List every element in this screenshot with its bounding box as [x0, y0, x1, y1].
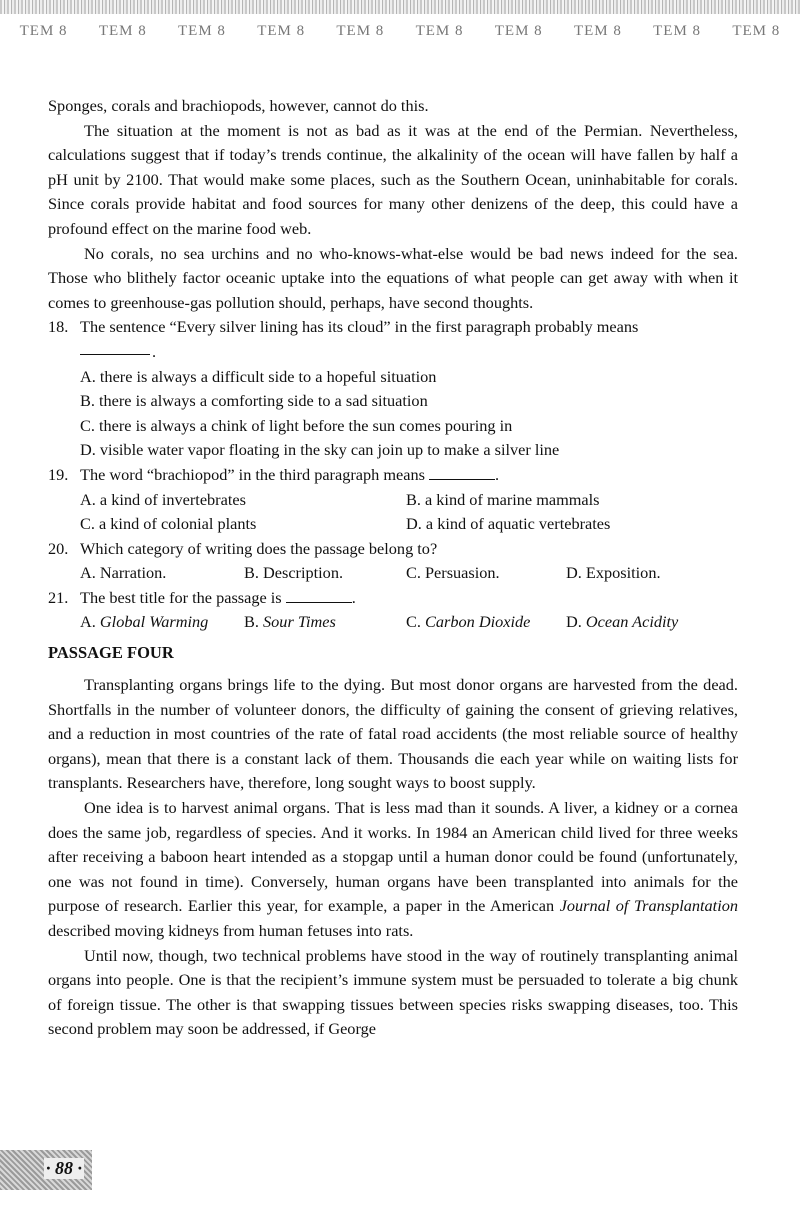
passage-three-paragraph: The situation at the moment is not as bad as it was at the end of the Permian. Nevertheless, calculations suggest that if today’s trends continue, the alkalinity of the ocean will have fallen by half a pH unit by 2100. That would make some places, such as the Southern Ocean, uninhabitable for corals. Since corals provide habitat and food sources for many other denizens of the deep, this could have a profound effect on the marine food web.: [48, 120, 738, 238]
answer-blank: [429, 464, 495, 480]
option-b: B. Description.: [244, 563, 344, 583]
page-number-block: [0, 1150, 92, 1190]
running-head: TEM 8: [494, 23, 543, 39]
option-c: C. a kind of colonial plants: [80, 514, 257, 534]
option-a: A. Narration.: [80, 563, 167, 583]
options-grid: [48, 561, 738, 586]
running-head: TEM 8: [19, 23, 68, 39]
page-content: [48, 94, 738, 1042]
question-number: 20.: [48, 538, 69, 558]
question-20: [48, 537, 738, 562]
question-stem: The best title for the passage is: [80, 587, 282, 607]
passage-three-paragraph: No corals, no sea urchins and no who-knows-what-else would be bad news indeed for the sea. Those who blithely factor oceanic uptake into the equations of what people can get away with when it comes to greenhouse-gas pollution should, perhaps, have second thoughts.: [48, 243, 738, 312]
passage-four-paragraph: Transplanting organs brings life to the dying. But most donor organs are harvested from the dead. Shortfalls in the number of volunteer donors, the difficulty of gaining the consent of grieving relatives, and a reduction in most countries of the rate of fatal road accidents (the most reliable source of healthy organs), mean that there is a constant lack of them. Thousands die each year while on waiting lists for transplants. Researchers have, therefore, long sought ways to boost supply.: [48, 675, 738, 793]
options-grid: [48, 610, 738, 635]
page-number: · 88 ·: [46, 1158, 82, 1178]
answer-blank: [80, 354, 150, 355]
option-d: D. visible water vapor floating in the sky can join up to make a silver line: [80, 440, 560, 460]
running-head: TEM 8: [415, 23, 464, 39]
passage-title: PASSAGE FOUR: [48, 643, 174, 663]
question-number: 21.: [48, 587, 69, 607]
option-d: D. Exposition.: [566, 563, 661, 583]
question-21: 21. The best title for the passage is .: [48, 586, 738, 611]
option-d: D. a kind of aquatic vertebrates: [406, 514, 611, 534]
answer-blank: [286, 587, 352, 603]
answer-blank-line: .: [48, 340, 738, 365]
passage-four-paragraph: One idea is to harvest animal organs. That is less mad than it sounds. A liver, a kidney or a cornea does the same job, regardless of species. And it works. In 1984 an American child lived for three weeks after receiving a baboon heart intended as a stopgap until a human donor could be found (unfortunately, one was not found in time). Conversely, human organs have been transplanted into animals for the purpose of research. Earlier this year, for example, a paper in the American Journal of Transplantation described moving kidneys from human fetuses into rats.: [48, 798, 739, 940]
passage-four-paragraph: Until now, though, two technical problems have stood in the way of routinely transplanting animal organs into people. One is that the recipient’s immune system must be persuaded to tolerate a big chunk of foreign tissue. The other is that swapping tissues between species risks swapping diseases, too. This second problem may soon be addressed, if George: [48, 945, 738, 1039]
scan-edge-bar: [0, 0, 800, 14]
passage-three-paragraph-end: Sponges, corals and brachiopods, however, cannot do this.: [48, 96, 429, 115]
option-c: C. Carbon Dioxide: [406, 612, 531, 632]
option-b: B. Sour Times: [244, 612, 336, 632]
running-head: TEM 8: [98, 23, 147, 39]
option-c: C. Persuasion.: [406, 563, 500, 583]
running-head: TEM 8: [336, 23, 385, 39]
running-head: TEM 8: [257, 23, 306, 39]
question-stem: The word “brachiopod” in the third paragraph means: [80, 464, 425, 484]
question-number: 19.: [48, 464, 69, 484]
running-head: TEM 8: [732, 23, 781, 39]
running-head: TEM 8: [178, 23, 226, 39]
option-c: C. there is always a chink of light before the sun comes pouring in: [80, 415, 513, 435]
running-head: TEM 8: [653, 23, 702, 39]
option-b: B. a kind of marine mammals: [406, 489, 600, 509]
option-a: A. a kind of invertebrates: [80, 489, 246, 509]
running-header: [0, 18, 800, 44]
question-stem: Which category of writing does the passage belong to?: [80, 538, 438, 558]
option-a: A. Global Warming: [80, 612, 209, 632]
option-b: B. there is always a comforting side to a sad situation: [80, 391, 428, 411]
question-18: [48, 315, 738, 340]
running-head: TEM 8: [573, 23, 622, 39]
question-stem: The sentence “Every silver lining has its cloud” in the first paragraph probably means: [80, 317, 639, 337]
options-grid: [48, 488, 738, 537]
question-number: 18.: [48, 317, 69, 337]
question-19: 19. The word “brachiopod” in the third paragraph means .: [48, 463, 738, 488]
option-d: D. Ocean Acidity: [566, 612, 679, 632]
option-a: A. there is always a difficult side to a hopeful situation: [80, 366, 437, 386]
